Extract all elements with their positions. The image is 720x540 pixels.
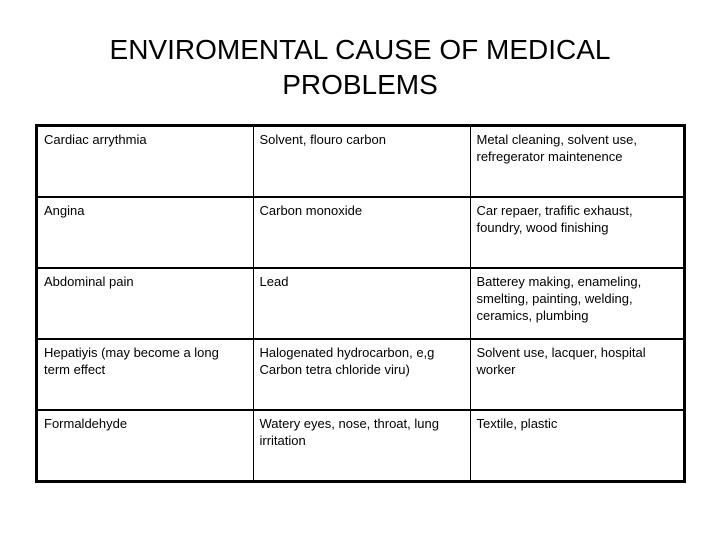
- table-row: [38, 339, 683, 410]
- table-cell: Car repaer, trafific exhaust, foundry, wood finishing: [470, 197, 683, 268]
- table-cell: Halogenated hydrocarbon, e,g Carbon tetra chloride viru): [253, 339, 470, 410]
- causes-table: [38, 127, 683, 480]
- slide-title: ENVIROMENTAL CAUSE OF MEDICAL PROBLEMS: [109, 34, 611, 100]
- table-cell: Cardiac arrythmia: [38, 127, 253, 197]
- table-cell: Abdominal pain: [38, 268, 253, 339]
- causes-table-frame: [35, 124, 686, 483]
- table-cell: Solvent, flouro carbon: [253, 127, 470, 197]
- table-cell: Watery eyes, nose, throat, lung irritation: [253, 410, 470, 480]
- table-row: [38, 268, 683, 339]
- table-cell: Formaldehyde: [38, 410, 253, 480]
- table-row: [38, 410, 683, 480]
- table-row: [38, 127, 683, 197]
- table-cell: Angina: [38, 197, 253, 268]
- table-cell: Metal cleaning, solvent use, refregerator maintenence: [470, 127, 683, 197]
- table-cell: Textile, plastic: [476, 416, 558, 431]
- table-cell: Solvent use, lacquer, hospital worker: [470, 339, 683, 410]
- table-cell: Carbon monoxide: [253, 197, 470, 268]
- table-cell: Batterey making, enameling, smelting, painting, welding, ceramics, plumbing: [470, 268, 683, 339]
- table-cell: Lead: [253, 268, 470, 339]
- table-row: [38, 197, 683, 268]
- table-cell: Hepatiyis (may become a long term effect: [38, 339, 253, 410]
